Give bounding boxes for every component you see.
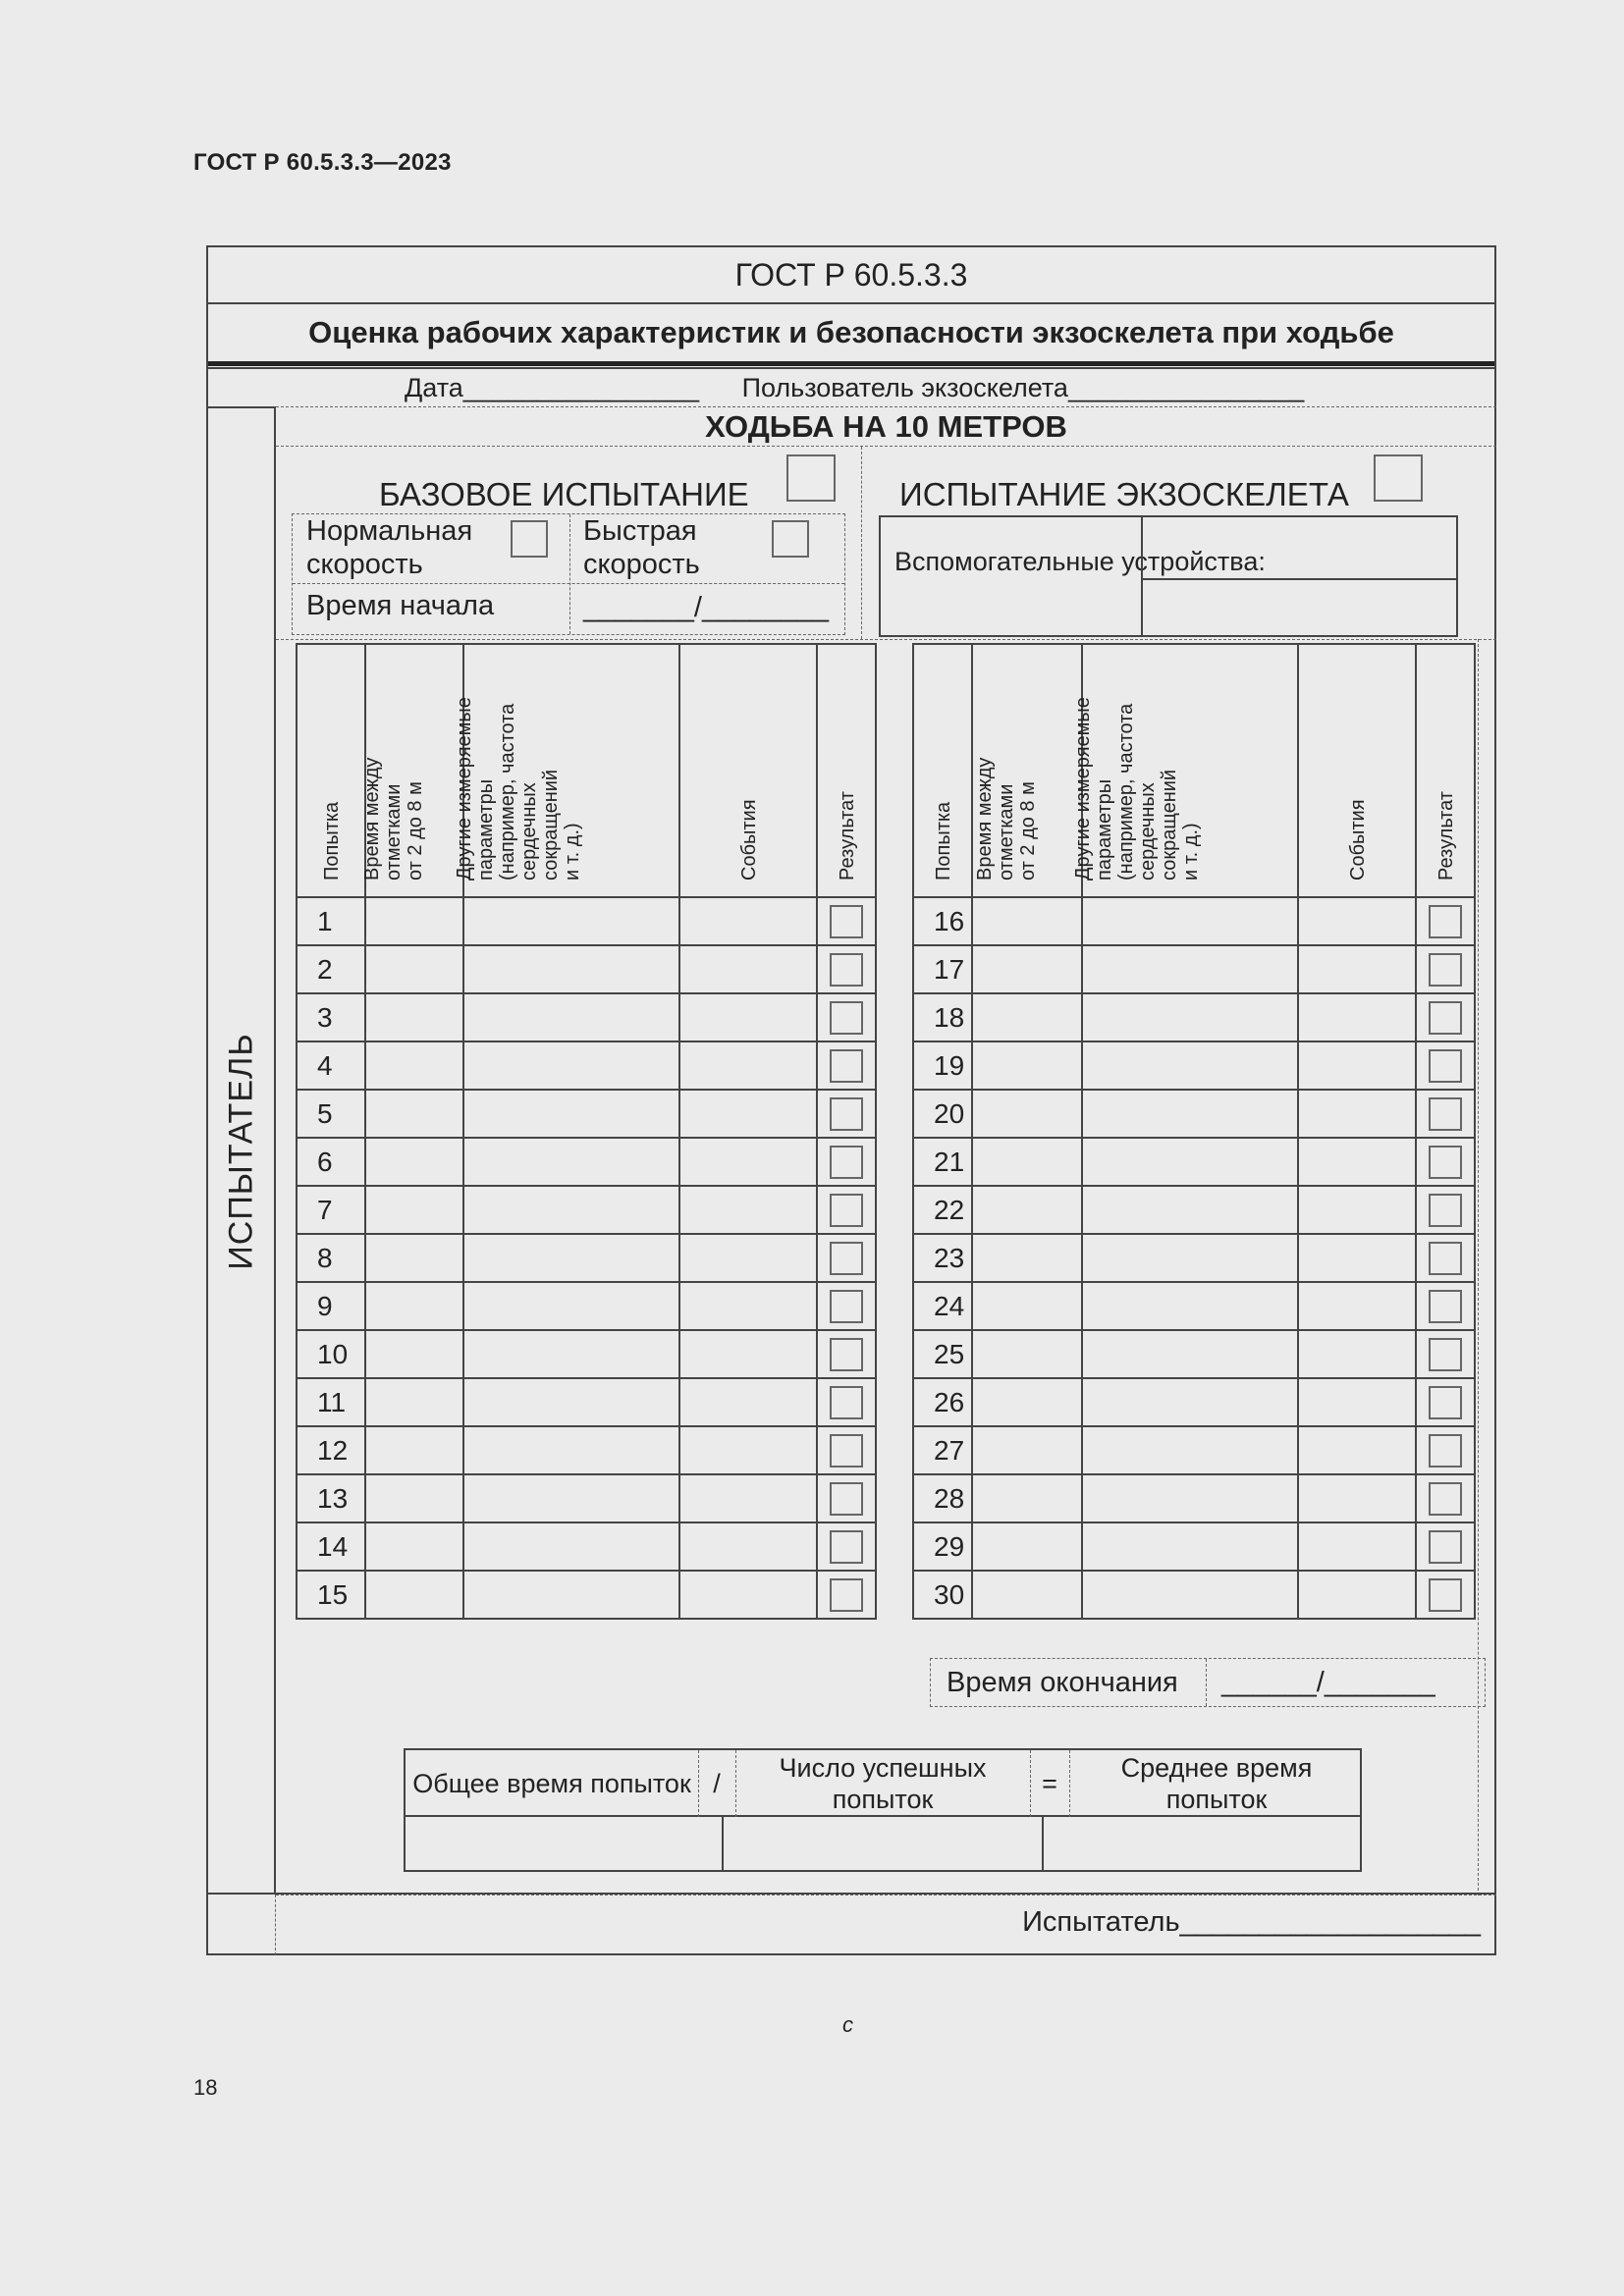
header-time-2-8m-text: Время между отметками от 2 до 8 м	[361, 757, 426, 881]
result-checkbox[interactable]	[1429, 1194, 1462, 1227]
attempt-number: 5	[297, 1090, 365, 1138]
attempt-number: 14	[297, 1522, 365, 1571]
result-checkbox[interactable]	[830, 1049, 863, 1083]
header-attempt-text: Попытка	[321, 801, 343, 881]
events-cell[interactable]	[1298, 1571, 1416, 1619]
base-test-title: БАЗОВОЕ ИСПЫТАНИЕ	[379, 476, 749, 512]
result-cell	[817, 1426, 876, 1474]
result-checkbox[interactable]	[1429, 1097, 1462, 1131]
exo-test-title: ИСПЫТАНИЕ ЭКЗОСКЕЛЕТА	[899, 476, 1349, 512]
caption: с	[842, 2012, 853, 2037]
events-cell[interactable]	[679, 945, 817, 993]
events-cell[interactable]	[679, 1234, 817, 1282]
header-events	[679, 644, 817, 897]
table-row	[297, 945, 876, 993]
result-checkbox[interactable]	[830, 1482, 863, 1516]
result-checkbox[interactable]	[830, 1434, 863, 1468]
time-cell[interactable]	[972, 1282, 1082, 1330]
events-cell[interactable]	[679, 1138, 817, 1186]
events-cell[interactable]	[1298, 1474, 1416, 1522]
summary-header	[406, 1750, 1360, 1817]
result-checkbox[interactable]	[1429, 1290, 1462, 1323]
time-cell[interactable]	[365, 1378, 463, 1426]
table-row	[297, 1571, 876, 1619]
aux-devices-fields[interactable]	[1141, 517, 1458, 635]
normal-speed-checkbox[interactable]	[511, 520, 548, 558]
header-result	[1416, 644, 1475, 897]
attempt-number: 16	[913, 897, 972, 945]
events-cell[interactable]	[679, 1186, 817, 1234]
attempt-number: 19	[913, 1041, 972, 1090]
divider	[208, 361, 1494, 369]
time-cell[interactable]	[972, 945, 1082, 993]
form-subtitle: Оценка рабочих характеристик и безопасности экзоскелета при ходьбе	[308, 315, 1394, 349]
equals-sign: =	[1042, 1769, 1057, 1798]
header-other-params-text: Другие измеряемые параметры (например, частота сердечных сокращений и т. д.)	[454, 697, 583, 881]
fast-speed-label: Быстрая скорость	[583, 515, 700, 580]
result-cell	[1416, 945, 1475, 993]
params-cell[interactable]	[1082, 1522, 1298, 1571]
attempt-number: 25	[913, 1330, 972, 1378]
base-test-checkbox[interactable]	[786, 454, 836, 502]
params-cell[interactable]	[1082, 1234, 1298, 1282]
aux-devices-box	[879, 515, 1458, 637]
time-cell[interactable]	[972, 1234, 1082, 1282]
form-title: ГОСТ Р 60.5.3.3	[208, 247, 1494, 304]
table-row	[297, 1522, 876, 1571]
time-cell[interactable]	[365, 945, 463, 993]
attempt-number: 20	[913, 1090, 972, 1138]
params-cell[interactable]	[1082, 1186, 1298, 1234]
divider	[1143, 578, 1458, 580]
time-cell[interactable]	[972, 897, 1082, 945]
attempt-number: 7	[297, 1186, 365, 1234]
result-checkbox[interactable]	[830, 1242, 863, 1275]
user-field[interactable]: Пользователь экзоскелета________________	[741, 373, 1305, 402]
params-cell[interactable]	[1082, 1138, 1298, 1186]
events-cell[interactable]	[679, 1090, 817, 1138]
table-row	[913, 897, 1475, 945]
time-cell[interactable]	[972, 993, 1082, 1041]
events-cell[interactable]	[679, 1474, 817, 1522]
divider	[276, 1895, 1496, 1896]
time-cell[interactable]	[972, 1426, 1082, 1474]
main-area	[276, 406, 1496, 1895]
footer-side-cell	[208, 1895, 276, 1955]
params-cell[interactable]	[463, 1571, 679, 1619]
result-cell	[817, 1090, 876, 1138]
events-cell[interactable]	[679, 1282, 817, 1330]
params-cell[interactable]	[1082, 945, 1298, 993]
attempt-number: 23	[913, 1234, 972, 1282]
params-cell[interactable]	[463, 945, 679, 993]
table-row	[913, 1330, 1475, 1378]
params-cell[interactable]	[463, 1138, 679, 1186]
result-cell	[817, 1330, 876, 1378]
params-cell[interactable]	[463, 1378, 679, 1426]
result-cell	[1416, 1090, 1475, 1138]
events-cell[interactable]	[679, 1522, 817, 1571]
divider	[293, 583, 844, 584]
result-checkbox[interactable]	[1429, 1482, 1462, 1516]
events-cell[interactable]	[679, 1378, 817, 1426]
header-attempt-text: Попытка	[933, 801, 954, 881]
table-row	[913, 1474, 1475, 1522]
header-other-params	[454, 644, 679, 897]
result-cell	[817, 1378, 876, 1426]
params-cell[interactable]	[1082, 1282, 1298, 1330]
result-cell	[1416, 993, 1475, 1041]
result-checkbox[interactable]	[830, 1578, 863, 1612]
attempt-number: 13	[297, 1474, 365, 1522]
params-cell[interactable]	[1082, 1378, 1298, 1426]
time-cell[interactable]	[972, 1571, 1082, 1619]
params-cell[interactable]	[1082, 1474, 1298, 1522]
tester-signature-field[interactable]: Испытатель___________________	[1022, 1906, 1481, 1938]
avg-time-label: Среднее время попыток	[1120, 1753, 1313, 1814]
base-test-options	[292, 513, 845, 635]
header-other-params	[1072, 644, 1298, 897]
result-checkbox[interactable]	[1429, 905, 1462, 938]
table-row	[297, 1426, 876, 1474]
divider	[569, 514, 570, 634]
header-result	[817, 644, 876, 897]
events-cell[interactable]	[1298, 1330, 1416, 1378]
table-row	[913, 1138, 1475, 1186]
events-cell[interactable]	[679, 1426, 817, 1474]
time-cell[interactable]	[365, 1474, 463, 1522]
divider	[861, 447, 862, 639]
result-checkbox[interactable]	[1429, 1578, 1462, 1612]
summary-table	[404, 1748, 1362, 1872]
table-row	[913, 1571, 1475, 1619]
params-cell[interactable]	[1082, 993, 1298, 1041]
attempt-number: 1	[297, 897, 365, 945]
table-row	[913, 1426, 1475, 1474]
header-result-text: Результат	[837, 791, 858, 881]
params-cell[interactable]	[463, 1474, 679, 1522]
result-checkbox[interactable]	[1429, 1338, 1462, 1371]
params-cell[interactable]	[1082, 1330, 1298, 1378]
events-cell[interactable]	[679, 993, 817, 1041]
time-cell[interactable]	[972, 1378, 1082, 1426]
params-cell[interactable]	[463, 897, 679, 945]
time-cell[interactable]	[972, 1522, 1082, 1571]
attempt-number: 2	[297, 945, 365, 993]
table-row	[913, 1041, 1475, 1090]
result-checkbox[interactable]	[1429, 953, 1462, 987]
result-cell	[1416, 1474, 1475, 1522]
events-cell[interactable]	[1298, 897, 1416, 945]
side-column	[208, 406, 276, 1895]
params-cell[interactable]	[463, 1041, 679, 1090]
divider	[1206, 1659, 1207, 1706]
attempt-number: 21	[913, 1138, 972, 1186]
header-events-text: События	[738, 799, 760, 881]
table-row	[913, 993, 1475, 1041]
result-cell	[1416, 897, 1475, 945]
time-cell[interactable]	[365, 1234, 463, 1282]
params-cell[interactable]	[1082, 1426, 1298, 1474]
divide-sign: /	[713, 1769, 721, 1798]
page-number: 18	[193, 2075, 218, 2100]
side-label: ИСПЫТАТЕЛЬ	[222, 1033, 259, 1270]
result-cell	[817, 1474, 876, 1522]
time-cell[interactable]	[972, 1041, 1082, 1090]
table-row	[913, 1090, 1475, 1138]
attempt-number: 9	[297, 1282, 365, 1330]
table-row	[297, 1234, 876, 1282]
result-cell	[817, 1138, 876, 1186]
table-row	[297, 897, 876, 945]
result-checkbox[interactable]	[1429, 1530, 1462, 1564]
attempt-number: 22	[913, 1186, 972, 1234]
result-cell	[1416, 1041, 1475, 1090]
params-cell[interactable]	[1082, 1041, 1298, 1090]
table-row	[913, 1282, 1475, 1330]
result-cell	[1416, 1522, 1475, 1571]
attempt-number: 30	[913, 1571, 972, 1619]
result-cell	[817, 1186, 876, 1234]
header-time-2-8m	[361, 644, 463, 897]
result-cell	[817, 1282, 876, 1330]
result-cell	[817, 1571, 876, 1619]
result-cell	[1416, 1186, 1475, 1234]
params-cell[interactable]	[1082, 1571, 1298, 1619]
events-cell[interactable]	[1298, 1186, 1416, 1234]
header-events-text: События	[1347, 799, 1369, 881]
events-cell[interactable]	[1298, 1426, 1416, 1474]
table-row	[297, 993, 876, 1041]
time-cell[interactable]	[972, 1090, 1082, 1138]
end-time-field[interactable]: ______/_______	[1221, 1667, 1435, 1698]
result-checkbox[interactable]	[1429, 1146, 1462, 1179]
time-cell[interactable]	[365, 1186, 463, 1234]
attempt-number: 26	[913, 1378, 972, 1426]
time-cell[interactable]	[972, 1138, 1082, 1186]
events-cell[interactable]	[1298, 1522, 1416, 1571]
events-cell[interactable]	[1298, 993, 1416, 1041]
time-cell[interactable]	[365, 1282, 463, 1330]
time-cell[interactable]	[365, 1041, 463, 1090]
result-checkbox[interactable]	[1429, 1001, 1462, 1035]
time-cell[interactable]	[365, 897, 463, 945]
events-cell[interactable]	[1298, 1138, 1416, 1186]
table-row	[297, 1282, 876, 1330]
total-time-label: Общее время попыток	[412, 1769, 691, 1798]
params-cell[interactable]	[463, 1282, 679, 1330]
time-cell[interactable]	[972, 1474, 1082, 1522]
params-cell[interactable]	[463, 1330, 679, 1378]
trials-table-right	[912, 643, 1476, 1620]
header-time-2-8m	[972, 644, 1082, 897]
params-cell[interactable]	[1082, 1090, 1298, 1138]
table-row	[913, 1522, 1475, 1571]
events-cell[interactable]	[1298, 1234, 1416, 1282]
result-cell	[817, 993, 876, 1041]
params-cell[interactable]	[463, 1426, 679, 1474]
result-checkbox[interactable]	[830, 905, 863, 938]
table-row	[297, 1041, 876, 1090]
start-time-field[interactable]: _______/________	[583, 592, 829, 623]
result-checkbox[interactable]	[830, 1194, 863, 1227]
end-time-box	[930, 1658, 1486, 1707]
result-cell	[817, 1041, 876, 1090]
events-cell[interactable]	[1298, 1378, 1416, 1426]
result-cell	[1416, 1330, 1475, 1378]
params-cell[interactable]	[463, 993, 679, 1041]
result-checkbox[interactable]	[830, 1386, 863, 1419]
result-checkbox[interactable]	[830, 1290, 863, 1323]
params-cell[interactable]	[463, 1090, 679, 1138]
result-checkbox[interactable]	[830, 1001, 863, 1035]
divider	[722, 1817, 724, 1872]
exo-test-checkbox[interactable]	[1374, 454, 1423, 502]
end-time-label: Время окончания	[947, 1667, 1178, 1698]
events-cell[interactable]	[1298, 1041, 1416, 1090]
time-cell[interactable]	[365, 1571, 463, 1619]
events-cell[interactable]	[1298, 945, 1416, 993]
params-cell[interactable]	[463, 1234, 679, 1282]
result-cell	[1416, 1571, 1475, 1619]
result-cell	[1416, 1234, 1475, 1282]
time-cell[interactable]	[972, 1186, 1082, 1234]
attempt-number: 8	[297, 1234, 365, 1282]
header-other-params-text: Другие измеряемые параметры (например, частота сердечных сокращений и т. д.)	[1072, 697, 1202, 881]
result-cell	[817, 1522, 876, 1571]
events-cell[interactable]	[679, 1571, 817, 1619]
result-checkbox[interactable]	[830, 1146, 863, 1179]
section-title: ХОДЬБА НА 10 МЕТРОВ	[276, 407, 1496, 447]
header-attempt	[913, 644, 972, 897]
time-cell[interactable]	[365, 1330, 463, 1378]
events-cell[interactable]	[1298, 1090, 1416, 1138]
result-checkbox[interactable]	[1429, 1242, 1462, 1275]
time-cell[interactable]	[365, 993, 463, 1041]
result-cell	[1416, 1426, 1475, 1474]
time-cell[interactable]	[972, 1330, 1082, 1378]
table-row	[913, 1234, 1475, 1282]
attempt-number: 27	[913, 1426, 972, 1474]
divider	[1478, 639, 1479, 1896]
attempt-number: 6	[297, 1138, 365, 1186]
attempt-number: 24	[913, 1282, 972, 1330]
table-row	[297, 1090, 876, 1138]
page-header: ГОСТ Р 60.5.3.3—2023	[193, 149, 452, 176]
result-cell	[1416, 1138, 1475, 1186]
result-checkbox[interactable]	[1429, 1386, 1462, 1419]
time-cell[interactable]	[365, 1522, 463, 1571]
normal-speed-label: Нормальная скорость	[306, 515, 473, 580]
result-cell	[817, 1234, 876, 1282]
table-row	[913, 1378, 1475, 1426]
table-row	[297, 1474, 876, 1522]
attempt-number: 4	[297, 1041, 365, 1090]
attempt-number: 12	[297, 1426, 365, 1474]
result-checkbox[interactable]	[1429, 1434, 1462, 1468]
result-checkbox[interactable]	[1429, 1049, 1462, 1083]
table-row	[297, 1138, 876, 1186]
events-cell[interactable]	[679, 1330, 817, 1378]
header-time-2-8m-text: Время между отметками от 2 до 8 м	[974, 757, 1039, 881]
aux-devices-label: Вспомогательные устройства:	[894, 547, 1266, 576]
table-row	[297, 1378, 876, 1426]
meta-row	[405, 373, 1339, 403]
events-cell[interactable]	[679, 897, 817, 945]
header-attempt	[297, 644, 365, 897]
result-checkbox[interactable]	[830, 1097, 863, 1131]
start-time-label: Время начала	[306, 590, 495, 621]
attempt-number: 29	[913, 1522, 972, 1571]
attempt-number: 3	[297, 993, 365, 1041]
table-row	[297, 1330, 876, 1378]
success-count-label: Число успешных попыток	[779, 1753, 987, 1814]
footer-row	[208, 1893, 1494, 1955]
header-result-text: Результат	[1435, 791, 1457, 881]
time-cell[interactable]	[365, 1426, 463, 1474]
attempt-number: 18	[913, 993, 972, 1041]
params-cell[interactable]	[463, 1522, 679, 1571]
divider	[276, 639, 1496, 640]
header-events	[1298, 644, 1416, 897]
test-form	[206, 245, 1496, 1955]
result-checkbox[interactable]	[830, 1530, 863, 1564]
time-cell[interactable]	[365, 1138, 463, 1186]
events-cell[interactable]	[1298, 1282, 1416, 1330]
date-field[interactable]: Дата________________	[405, 373, 700, 402]
result-checkbox[interactable]	[830, 1338, 863, 1371]
attempt-number: 15	[297, 1571, 365, 1619]
attempt-number: 17	[913, 945, 972, 993]
result-cell	[817, 945, 876, 993]
result-checkbox[interactable]	[830, 953, 863, 987]
events-cell[interactable]	[679, 1041, 817, 1090]
table-row	[913, 945, 1475, 993]
divider	[1042, 1817, 1044, 1872]
params-cell[interactable]	[1082, 897, 1298, 945]
result-cell	[1416, 1282, 1475, 1330]
trials-table-left	[296, 643, 877, 1620]
table-row	[913, 1186, 1475, 1234]
fast-speed-checkbox[interactable]	[772, 520, 809, 558]
time-cell[interactable]	[365, 1090, 463, 1138]
attempt-number: 28	[913, 1474, 972, 1522]
result-cell	[1416, 1378, 1475, 1426]
attempt-number: 10	[297, 1330, 365, 1378]
attempt-number: 11	[297, 1378, 365, 1426]
params-cell[interactable]	[463, 1186, 679, 1234]
table-row	[297, 1186, 876, 1234]
result-cell	[817, 897, 876, 945]
